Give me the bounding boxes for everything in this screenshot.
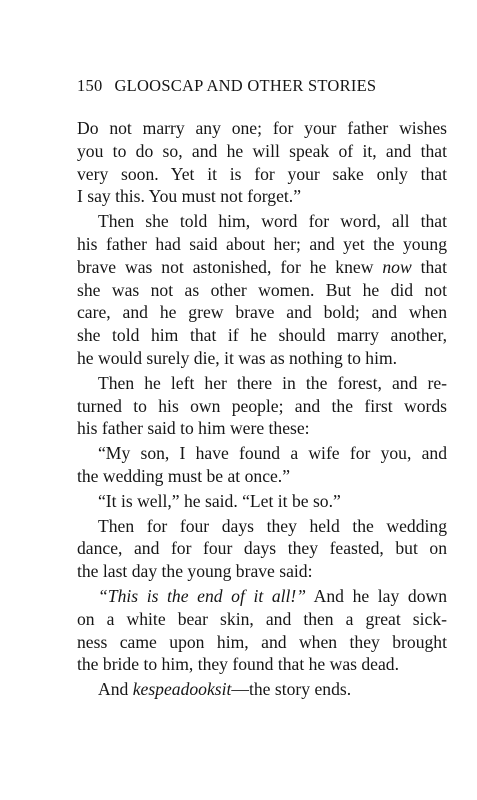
page-number: 150 [77,76,103,95]
text-line: she told him that if he should marry another, [77,325,447,346]
text-line: the wedding must be at once.” [77,465,291,486]
paragraph-1 [77,117,447,208]
paragraph-6 [77,515,447,583]
text-line: “This is the end of it all!” And he lay down [98,585,447,606]
emphasis-kespeadooksit: kespeadooksit [132,679,232,700]
emphasis-quote: “This is the end of it all!” [98,585,307,606]
text-line: his father had said about her; and yet the young [77,233,447,254]
text-line: very soon. Yet it is for your sake only that [77,163,447,184]
text-line: “It is well,” he said. “Let it be so.” [98,490,341,511]
text-line: ness came upon him, and when they brought [77,631,447,652]
text-line: his father said to him were these: [77,418,310,439]
text-line: the last day the young brave said: [77,561,313,582]
text-line: dance, and for four days they feasted, but on [77,538,447,559]
paragraph-4 [77,442,447,488]
text-line: on a white bear skin, and then a great sick- [77,608,447,629]
text-line: turned to his own people; and the first words [77,395,447,416]
text-line: Then he left her there in the forest, and re- [98,372,447,393]
text-line: I say this. You must not forget.” [77,186,302,207]
emphasis-now: now [382,256,412,277]
running-title: GLOOSCAP AND OTHER STORIES [114,76,377,95]
paragraph-8 [77,678,447,701]
text-line: care, and he grew brave and bold; and when [77,302,447,323]
text-line: And kespeadooksit—the story ends. [98,679,352,700]
text-line: the bride to him, they found that he was dead. [77,654,399,675]
text-line: Do not marry any one; for your father wishes [77,118,447,138]
text-line: you to do so, and he will speak of it, and that [77,140,447,161]
paragraph-2 [77,210,447,370]
text-line: she was not as other women. But he did not [77,279,447,300]
paragraph-3 [77,372,447,440]
text-line: “My son, I have found a wife for you, and [98,443,447,464]
text-line: brave was not astonished, for he knew now that [77,256,448,277]
paragraph-7 [77,585,447,676]
text-line: Then she told him, word for word, all that [98,211,447,232]
paragraph-5 [77,490,447,513]
story-text [77,117,447,701]
text-line: Then for four days they held the wedding [98,515,447,536]
running-head [77,76,376,96]
text-line: he would surely die, it was as nothing to him. [77,347,398,368]
